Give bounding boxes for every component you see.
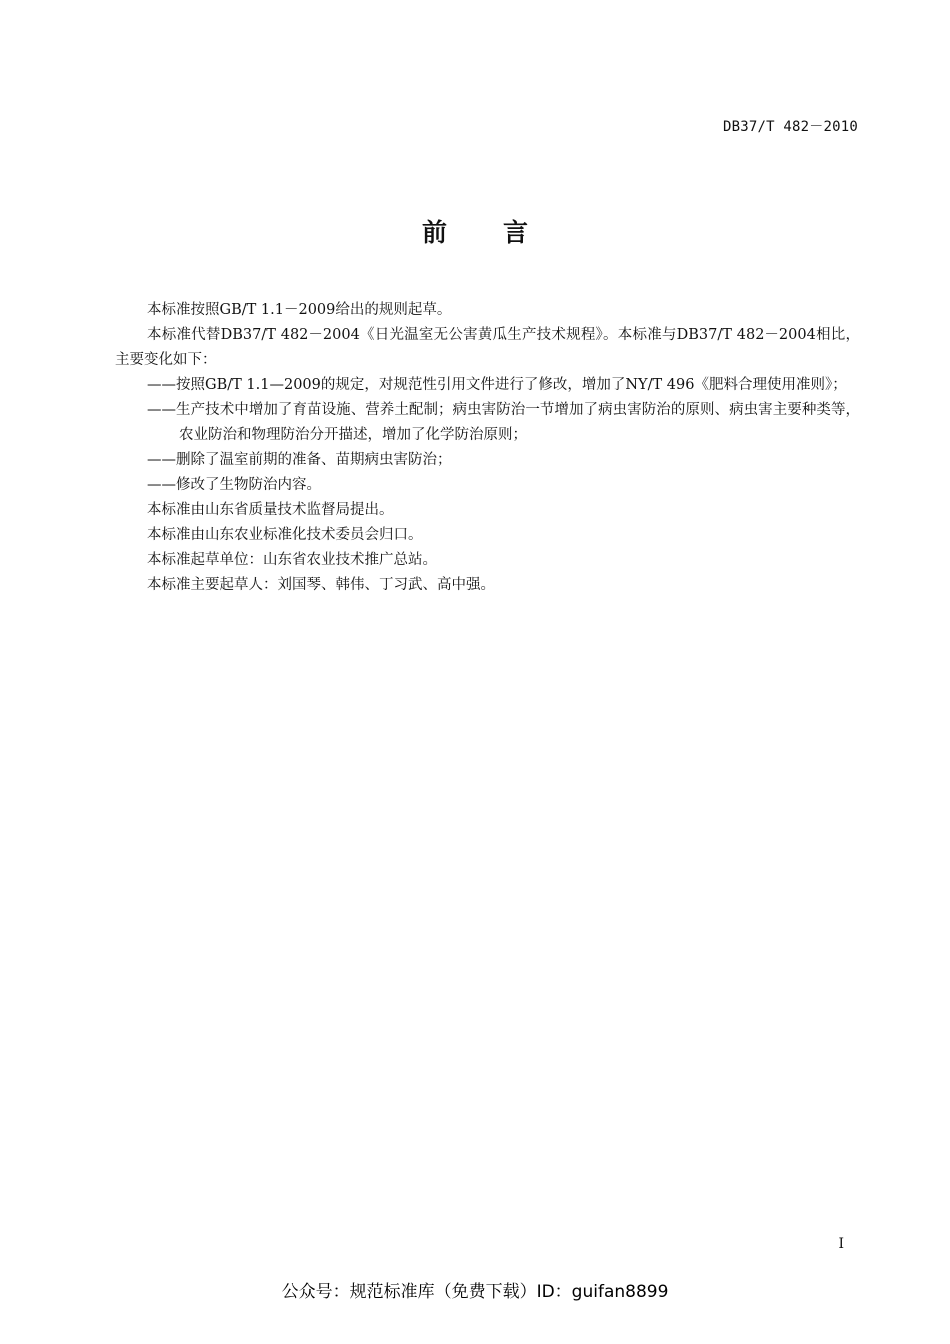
standard-code: DB37/T 482－2010	[722, 119, 858, 135]
paragraph-drafting-rules: 本标准按照GB/T 1.1－2009给出的规则起草。	[147, 302, 452, 318]
paragraph-replacement: 本标准代替DB37/T 482－2004《日光温室无公害黄瓜生产技术规程》。本标准与DB37/T 482－2004相比，主要变化如下：	[115, 327, 860, 368]
paragraph-proposed-by: 本标准由山东省质量技术监督局提出。	[147, 502, 394, 518]
page-title: 前言	[421, 218, 584, 247]
paragraph-main-drafters: 本标准主要起草人：刘国琴、韩伟、丁习武、高中强。	[147, 577, 495, 593]
change-item-references: ——按照GB/T 1.1—2009的规定，对规范性引用文件进行了修改，增加了NY/T 496《肥料合理使用准则》；	[147, 377, 847, 393]
footer-watermark: 公众号：规范标准库（免费下载）ID：guifan8899	[281, 1282, 669, 1302]
change-item-biocontrol: ——修改了生物防治内容。	[147, 477, 321, 493]
paragraph-drafting-unit: 本标准起草单位：山东省农业技术推广总站。	[147, 552, 437, 568]
change-item-deletions: ——删除了温室前期的准备、苗期病虫害防治；	[147, 452, 452, 468]
paragraph-centralized-by: 本标准由山东农业标准化技术委员会归口。	[147, 527, 423, 543]
change-item-production: ——生产技术中增加了育苗设施、营养土配制；病虫害防治一节增加了病虫害防治的原则、病虫害主要种类等，农业防治和物理防治分开描述，增加了化学防治原则；	[147, 402, 860, 443]
foreword-body	[115, 298, 860, 598]
page-number: I	[838, 1236, 844, 1252]
